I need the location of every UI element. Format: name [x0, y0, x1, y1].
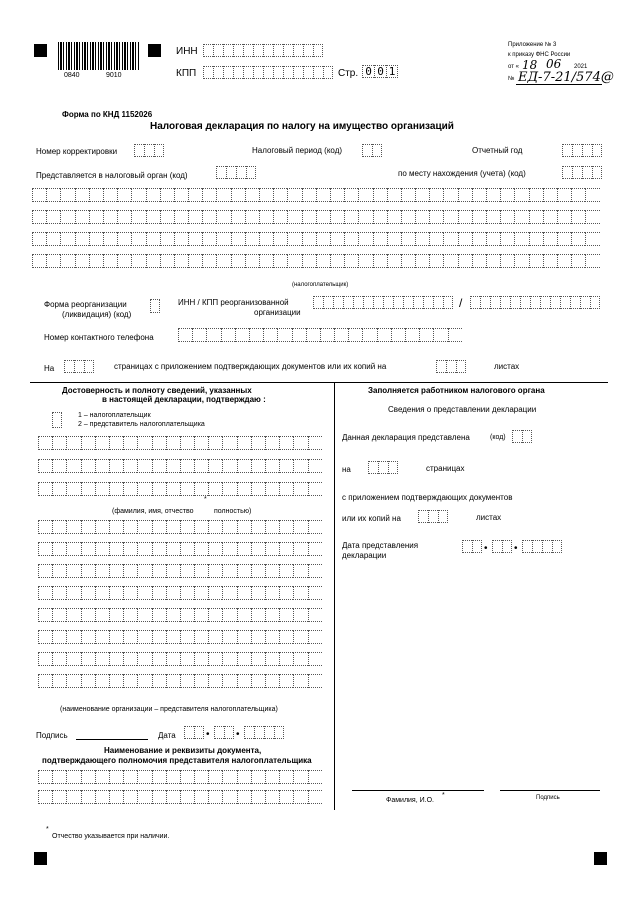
kpp-label: КПП	[176, 68, 197, 79]
barcode-number-right: 9010	[106, 72, 122, 79]
character-cell-row[interactable]	[38, 482, 322, 496]
inn-field[interactable]	[203, 44, 323, 57]
reorg-label-2: (ликвидация) (код)	[62, 310, 132, 319]
reorg-label-1: Форма реорганизации	[44, 300, 127, 309]
appendix-date-month: 06	[546, 57, 562, 71]
barcode	[58, 42, 140, 70]
phone-label: Номер контактного телефона	[44, 333, 154, 342]
date-label-left: Дата	[158, 731, 176, 740]
character-cell-row[interactable]	[38, 770, 322, 784]
signer-option-2: 2 – представитель налогоплательщика	[78, 421, 205, 428]
location-field[interactable]	[562, 166, 602, 179]
form-title: Налоговая декларация по налогу на имущество организаций	[150, 121, 454, 132]
fio-caption-2: полностью)	[214, 508, 252, 515]
authority-label: Представляется в налоговый орган (код)	[36, 171, 188, 180]
character-cell-row[interactable]	[38, 436, 322, 450]
corner-marker-top-mid	[148, 44, 161, 57]
reorg-slash: /	[459, 296, 463, 310]
footnote-mark: *	[46, 826, 49, 833]
character-cell-row[interactable]	[38, 459, 322, 473]
date-dot: •	[236, 729, 240, 740]
reorg-kpp-field[interactable]	[470, 296, 600, 309]
character-cell-row[interactable]	[38, 652, 322, 666]
pages-middle-text: страницах с приложением подтверждающих документов или их копий на	[114, 362, 387, 371]
right-subheading: Сведения о представлении декларации	[388, 405, 537, 414]
character-cell-row[interactable]	[38, 564, 322, 578]
right-date-label-1: Дата представления	[342, 541, 419, 550]
character-cell-row[interactable]	[32, 254, 600, 268]
period-field[interactable]	[362, 144, 382, 157]
submitted-label: Данная декларация представлена	[342, 433, 470, 442]
date-year-field-left[interactable]	[244, 726, 284, 739]
character-cell-row[interactable]	[32, 232, 600, 246]
appendix-order-number: ЕД-7-21/574@	[518, 70, 614, 85]
year-field[interactable]	[562, 144, 602, 157]
kpp-field[interactable]	[203, 66, 333, 79]
copies-label: или их копий на	[342, 514, 401, 523]
appendix-date-day: 18	[522, 58, 538, 72]
corner-marker-bottom-right	[594, 852, 607, 865]
page-number-field: 0 0 1	[362, 65, 398, 78]
form-knd: Форма по КНД 1152026	[62, 110, 153, 119]
page-label: Стр.	[338, 68, 359, 79]
right-date-month-field[interactable]	[492, 540, 512, 553]
pages-suffix: листах	[494, 362, 520, 371]
section-divider	[30, 382, 608, 383]
character-cell-row[interactable]	[32, 210, 600, 224]
sign-line[interactable]	[76, 739, 148, 740]
right-pages-label: страницах	[426, 464, 465, 473]
sign-label: Подпись	[36, 731, 68, 740]
period-label: Налоговый период (код)	[252, 146, 343, 155]
submitted-code-suffix: (код)	[490, 434, 506, 441]
date-day-field-left[interactable]	[184, 726, 204, 739]
reorg-inn-field[interactable]	[313, 296, 453, 309]
barcode-number-left: 0840	[64, 72, 80, 79]
appendix-number-prefix: №	[508, 76, 515, 82]
appendix-date-prefix: от «	[508, 64, 519, 70]
character-cell-row[interactable]	[38, 586, 322, 600]
authority-field[interactable]	[216, 166, 256, 179]
inn-label: ИНН	[176, 46, 198, 57]
name-caption: Фамилия, И.О.	[386, 797, 434, 804]
character-cell-row[interactable]	[38, 608, 322, 622]
signature-line[interactable]	[500, 790, 600, 791]
character-cell-row[interactable]	[32, 188, 600, 202]
right-sheets-field[interactable]	[418, 510, 448, 523]
character-cell-row[interactable]	[38, 520, 322, 534]
name-line[interactable]	[352, 790, 484, 791]
corner-marker-bottom-left	[34, 852, 47, 865]
reorg-inn-label-2: организации	[254, 308, 301, 317]
left-heading-2: в настоящей декларации, подтверждаю :	[102, 395, 266, 404]
appendix-date-year: 2021	[574, 64, 588, 70]
right-pages-field[interactable]	[368, 461, 398, 474]
fio-caption: (фамилия, имя, отчество	[112, 508, 194, 515]
right-date-day-field[interactable]	[462, 540, 482, 553]
pages-prefix: На	[44, 364, 55, 373]
left-heading-1: Достоверность и полноту сведений, указанных	[62, 386, 252, 395]
on-label: на	[342, 465, 351, 474]
signature-caption: Подпись	[536, 795, 560, 801]
doc-heading-2: подтверждающего полномочия представителя налогоплательщика	[42, 756, 312, 765]
sheets-count-field[interactable]	[436, 360, 466, 373]
right-sheets-label: листах	[476, 513, 502, 522]
corner-marker-top-left	[34, 44, 47, 57]
right-date-label-2: декларации	[342, 551, 387, 560]
taxpayer-caption: (налогоплательщик)	[292, 282, 349, 288]
location-label: по месту нахождения (учета) (код)	[398, 169, 526, 178]
correction-label: Номер корректировки	[36, 147, 118, 156]
appendix-line-2: к приказу ФНС России	[508, 52, 571, 58]
character-cell-row[interactable]	[38, 542, 322, 556]
attach-label: с приложением подтверждающих документов	[342, 493, 513, 502]
appendix-line-1: Приложение № 3	[508, 42, 557, 48]
submitted-code-field[interactable]	[512, 430, 532, 443]
character-cell-row[interactable]	[38, 630, 322, 644]
reorg-inn-label-1: ИНН / КПП реорганизованной	[178, 298, 289, 307]
reorg-form-field[interactable]	[150, 299, 160, 313]
date-month-field-left[interactable]	[214, 726, 234, 739]
column-divider	[334, 382, 335, 810]
character-cell-row[interactable]	[178, 328, 462, 342]
date-dot: •	[206, 729, 210, 740]
pages-count-field[interactable]	[64, 360, 94, 373]
appendix-underline	[516, 84, 602, 85]
org-caption: (наименование организации – представителя налогоплательщика)	[60, 706, 278, 713]
doc-heading-1: Наименование и реквизиты документа,	[104, 746, 262, 755]
character-cell-row[interactable]	[38, 674, 322, 688]
signer-option-1: 1 – налогоплательщик	[78, 412, 151, 419]
signer-type-field[interactable]	[52, 412, 62, 428]
name-footnote-mark: *	[442, 792, 445, 799]
date-dot: •	[514, 543, 518, 554]
date-dot: •	[484, 543, 488, 554]
right-date-year-field[interactable]	[522, 540, 562, 553]
right-heading: Заполняется работником налогового органа	[368, 386, 545, 395]
correction-field[interactable]	[134, 144, 164, 157]
year-label: Отчетный год	[472, 146, 523, 155]
character-cell-row[interactable]	[38, 790, 322, 804]
fio-footnote-mark: *	[204, 496, 207, 503]
footnote: Отчество указывается при наличии.	[52, 833, 170, 840]
